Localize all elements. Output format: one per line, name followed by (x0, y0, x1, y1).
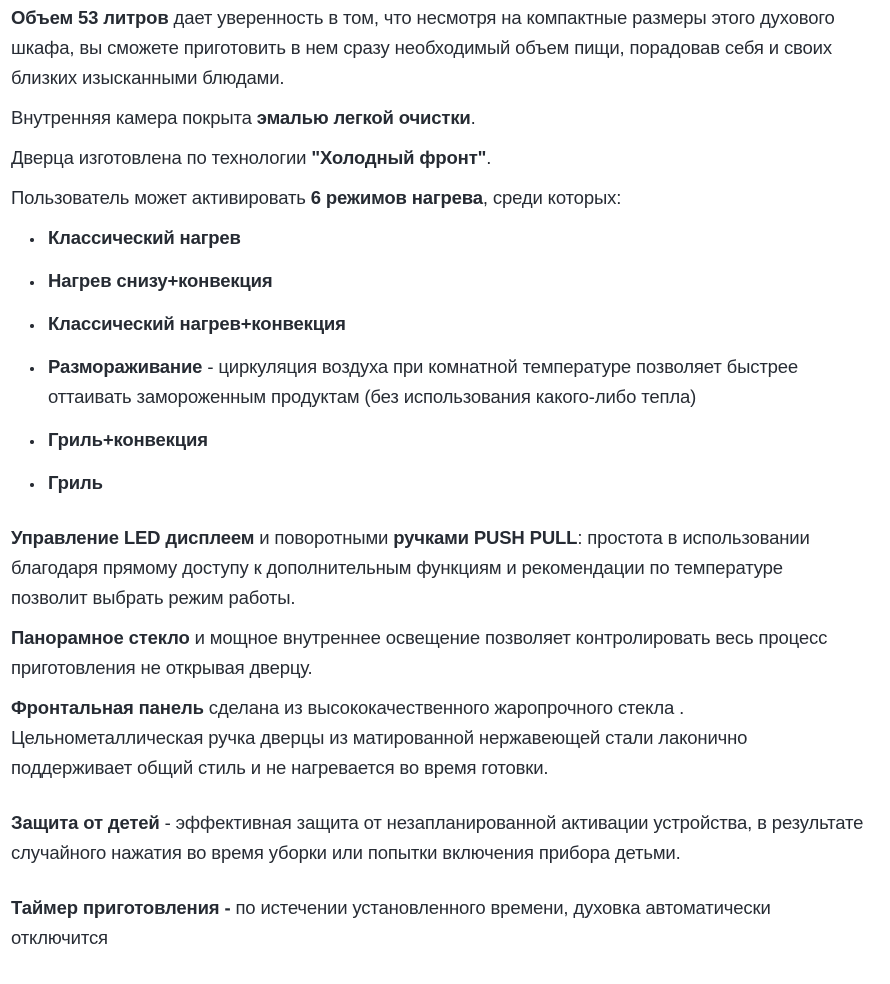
bold-text: Нагрев снизу+конвекция (48, 270, 273, 291)
paragraph (11, 183, 864, 213)
list-item (45, 223, 864, 253)
bold-text: Защита от детей (11, 812, 160, 833)
bold-text: "Холодный фронт" (311, 147, 487, 168)
list-item (45, 468, 864, 498)
text: Дверца изготовлена по технологии (11, 147, 312, 168)
feature-list (11, 223, 864, 498)
paragraph (11, 893, 864, 953)
text: дает уверенность в том, что несмотря на компактные размеры этого духового шкафа, вы сможете приготовить в нем сразу необходимый объем пищи, порадовав себя и своих близких изысканными блюдами. (11, 7, 835, 88)
bold-text: эмалью легкой очистки (256, 107, 471, 128)
text: Внутренняя камера покрыта (11, 107, 257, 128)
list-item (45, 425, 864, 455)
paragraph (11, 623, 864, 683)
paragraph (11, 3, 864, 93)
bold-text: Таймер приготовления - (11, 897, 231, 918)
bold-text: 6 режимов нагрева (310, 187, 483, 208)
text: - эффективная защита от незапланированной активации устройства, в результате случайного нажатия во время уборки или попытки включения прибора детьми. (11, 812, 864, 863)
text: : простота в использовании благодаря прямому доступу к дополнительным функциям и рекомендации по температуре позволит выбрать режим работы. (11, 527, 810, 608)
bold-text: Размораживание (48, 356, 203, 377)
bold-text: Гриль+конвекция (48, 429, 208, 450)
bold-text: Гриль (48, 472, 103, 493)
paragraph (11, 808, 864, 868)
bold-text: Панорамное стекло (11, 627, 190, 648)
text: сделана из высококачественного жаропрочного стекла . Цельнометаллическая ручка дверцы из матированной нержавеющей стали лаконично поддерживает общий стиль и не нагревается во время готовки. (11, 697, 748, 778)
text: Пользователь может активировать (11, 187, 311, 208)
text: . (470, 107, 476, 128)
bold-text: Объем 53 литров (11, 7, 169, 28)
list-item (45, 309, 864, 339)
paragraph (11, 523, 864, 613)
bold-text: Управление LED дисплеем (11, 527, 255, 548)
text: и мощное внутреннее освещение позволяет контролировать весь процесс приготовления не открывая дверцу. (11, 627, 828, 678)
text: , среди которых: (482, 187, 622, 208)
paragraph (11, 693, 864, 783)
bold-text: Фронтальная панель (11, 697, 204, 718)
bold-text: Классический нагрев+конвекция (48, 313, 346, 334)
text: . (486, 147, 492, 168)
list-item (45, 266, 864, 296)
bold-text: Классический нагрев (48, 227, 241, 248)
text: - циркуляция воздуха при комнатной температуре позволяет быстрее оттаивать замороженным продуктам (без использования какого-либо тепла) (48, 356, 799, 407)
text: по истечении установленного времени, духовка автоматически отключится (11, 897, 771, 948)
text: и поворотными (254, 527, 394, 548)
list-item (45, 352, 864, 412)
paragraph (11, 143, 864, 173)
paragraph (11, 103, 864, 133)
description-blocks (11, 3, 864, 953)
bold-text: ручками PUSH PULL (393, 527, 578, 548)
